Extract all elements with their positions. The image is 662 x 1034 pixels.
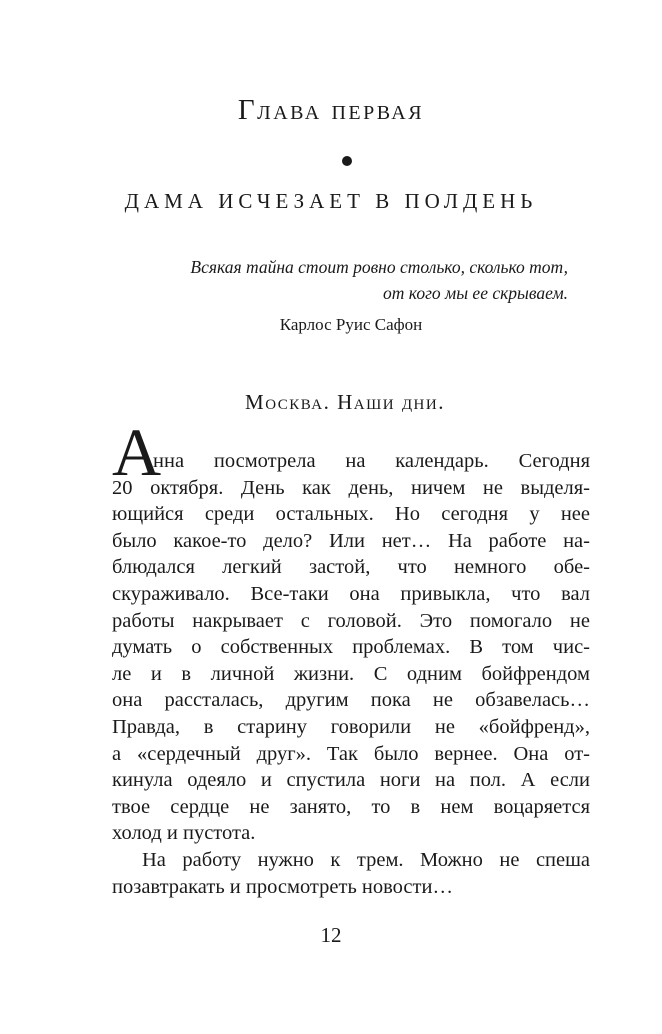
body-line: а «сердечный друг». Так было вернее. Она от- [112,742,590,765]
chapter-title: Глава первая [237,94,425,126]
body-line: она рассталась, другим пока не обзавелась… [112,689,590,712]
page-number: 12 [320,923,342,947]
body-line: позавтракать и просмотреть новости… [112,875,453,898]
drop-cap: А [112,414,162,490]
body-line: было какое-то дело? Или нет… На работе на- [112,529,590,552]
body-line: думать о собственных проблемах. В том чис- [112,636,590,659]
body-text [112,448,590,900]
epigraph-line: от кого мы ее скрываем. [383,283,568,303]
body-line: 20 октября. День как день, ничем не выделя- [112,476,590,499]
body-line: кинула одеяло и спустила ноги на пол. А если [112,769,590,792]
epigraph-author: Карлос Руис Сафон [279,315,423,334]
chapter-subtitle: ДАМА ИСЧЕЗАЕТ В ПОЛДЕНЬ [124,189,538,213]
body-line: твое сердце не занято, то в нем воцаряется [112,795,590,818]
body-line: ющийся среди остальных. Но сегодня у нее [112,503,590,526]
body-line: На работу нужно к трем. Можно не спеша [142,848,590,871]
body-line: блюдался легкий застой, что немного обе- [112,556,590,579]
bullet-ornament [342,156,352,166]
body-line: работы накрывает с головой. Это помогало не [112,609,590,632]
body-line: Правда, в старину говорили не «бойфренд», [112,715,590,738]
place-and-time: Москва. Наши дни. [245,390,445,414]
body-line: ле и в личной жизни. С одним бойфрендом [112,662,590,685]
epigraph [100,254,568,306]
body-line: нна посмотрела на календарь. Сегодня [153,450,590,472]
body-line: холод и пустота. [112,822,256,845]
epigraph-line: Всякая тайна стоит ровно столько, сколько тот, [190,257,568,277]
body-line: скураживало. Все-таки она привыкла, что вал [112,582,590,605]
